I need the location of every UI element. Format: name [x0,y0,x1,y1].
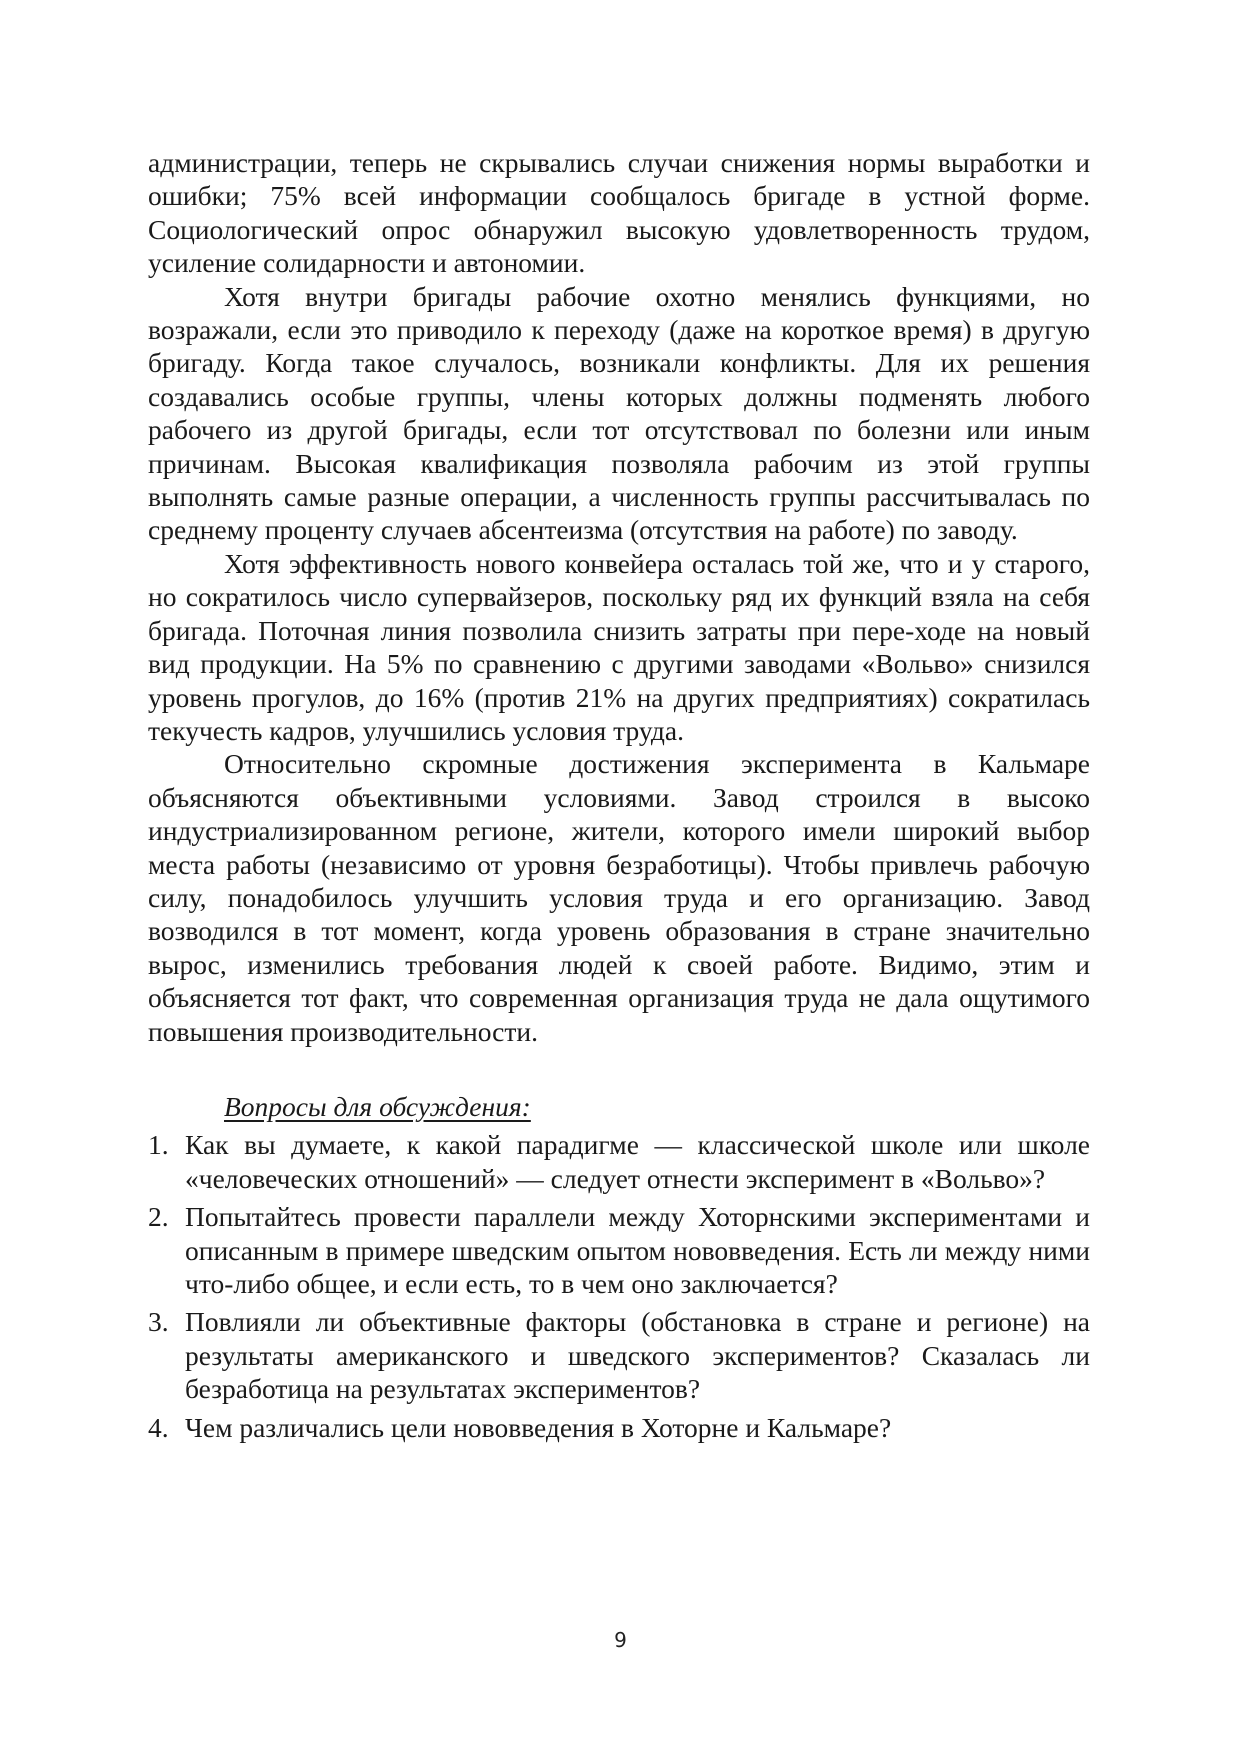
question-text: Как вы думаете, к какой парадигме — классической школе или школе «человеческих отношений» — следует отнести эксперимент в «Вольво»? [185,1129,1090,1194]
list-item [148,1305,1090,1405]
questions-list [148,1128,1090,1444]
question-number: 4. [148,1411,169,1443]
paragraph: Хотя внутри бригады рабочие охотно менялись функциями, но возражали, если это приводило к переходу (даже на короткое время) в другую бригаду. Когда такое случалось, возникали конфликты. Для их решения создавались особые группы, члены которых должны подменять любого рабочего из другой бригады, если тот отсутствовал по болезни или иным причинам. Высокая квалификация позволяла рабочим из этой группы выполнять самые разные операции, а численность группы рассчитывалась по среднему проценту случаев абсентеизма (отсутствия на работе) по заводу. [148,280,1090,546]
paragraph: Относительно скромные достижения эксперимента в Кальмаре объясняются объективными условиями. Завод строился в высоко индустриализированном регионе, жители, которого имели широкий выбор места работы (независимо от уровня безработицы). Чтобы привлечь рабочую силу, понадобилось улучшить условия труда и его организацию. Завод возводился в тот момент, когда уровень образования в стране значительно вырос, изменились требования людей к своей работе. Видимо, этим и объясняется тот факт, что современная организация труда не дала ощутимого повышения производительности. [148,748,1090,1047]
question-text: Повлияли ли объективные факторы (обстановка в стране и регионе) на результаты американского и шведского экспериментов? Сказалась ли безработица на результатах экспериментов? [185,1306,1090,1405]
question-text: Чем различались цели нововведения в Хоторне и Кальмаре? [185,1411,892,1443]
page-number: 9 [614,1628,627,1652]
list-item [148,1411,1090,1444]
question-number: 3. [148,1306,169,1338]
paragraph: Хотя эффективность нового конвейера осталась той же, что и у старого, но сократилось число супервайзеров, поскольку ряд их функций взяла на себя бригада. Поточная линия позволила снизить затраты при пере-ходе на новый вид продукции. На 5% по сравнению с другими заводами «Вольво» снизился уровень прогулов, до 16% (против 21% на других предприятиях) сократилась текучесть кадров, улучшились условия труда. [148,547,1090,746]
question-number: 2. [148,1201,169,1233]
list-item [148,1128,1090,1195]
paragraph: администрации, теперь не скрывались случаи снижения нормы выработки и ошибки; 75% всей информации сообщалось бригаде в устной форме. Социологический опрос обнаружил высокую удовлетворенность трудом, усиление солидарности и автономии. [148,147,1090,279]
question-number: 1. [148,1129,169,1161]
question-text: Попытайтесь провести параллели между Хоторнскими экспериментами и описанным в примере шведским опытом нововведения. Есть ли между ними что-либо общее, и если есть, то в чем оно заключается? [185,1201,1090,1299]
page-body [148,146,1090,1444]
questions-heading: Вопросы для обсуждения: [224,1090,531,1122]
list-item [148,1200,1090,1300]
